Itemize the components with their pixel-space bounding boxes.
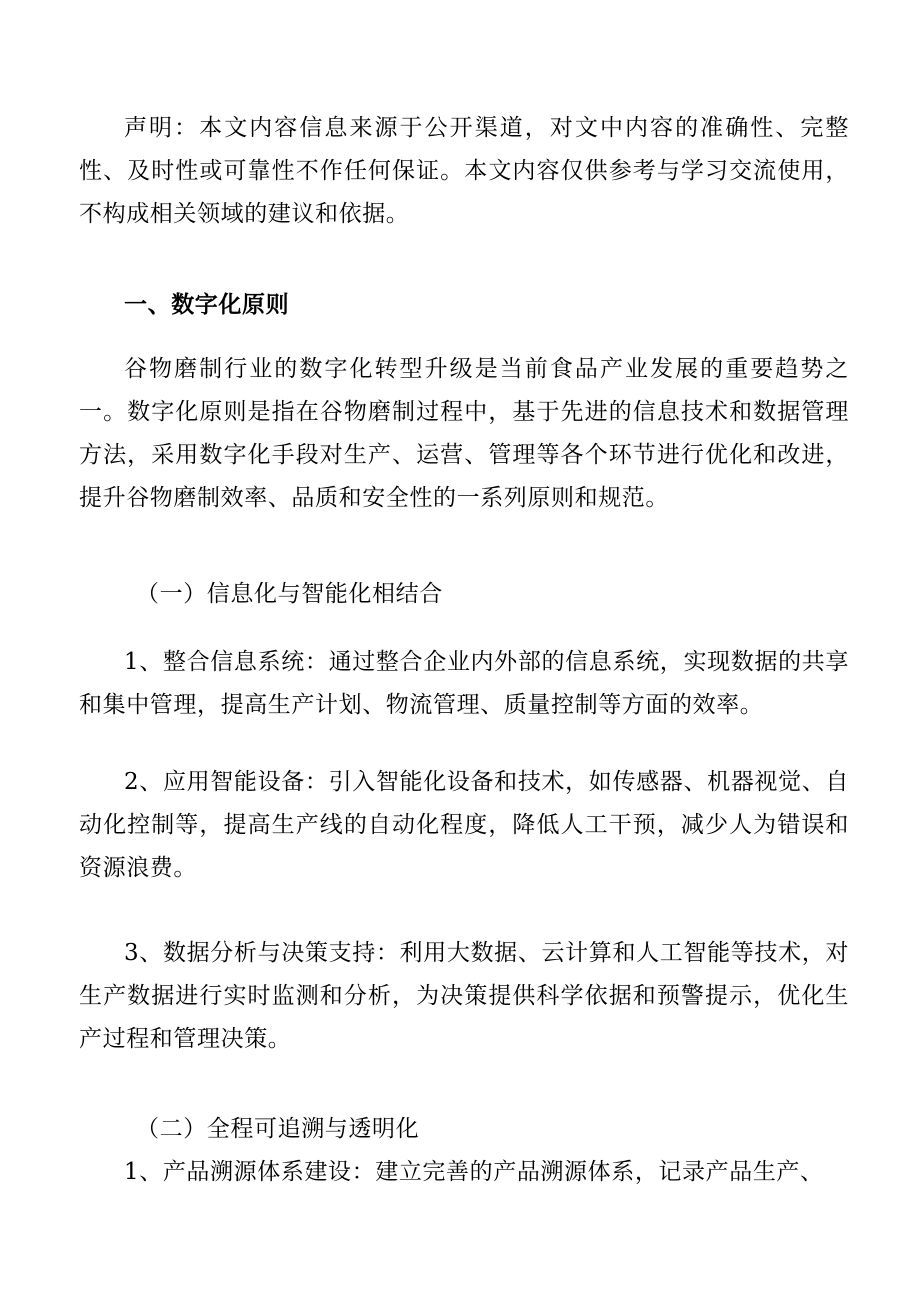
section-heading-digital-principles: 一、数字化原则 [124,292,290,318]
list-item-traceability-system: 1、产品溯源体系建设：建立完善的产品溯源体系，记录产品生产、 [124,1159,824,1185]
list-item-smart-equipment: 2、应用智能设备：引入智能化设备和技术，如传感器、机器视觉、自动化控制等，提高生产线的自动化程度，降低人工干预，减少人为错误和资源浪费。 [79,769,849,881]
disclaimer-paragraph: 声明：本文内容信息来源于公开渠道，对文中内容的准确性、完整性、及时性或可靠性不作任何保证。本文内容仅供参考与学习交流使用，不构成相关领域的建议和依据。 [79,115,849,227]
subsection-heading-traceability: （二）全程可追溯与透明化 [136,1116,420,1142]
list-item-integrate-info-systems: 1、整合信息系统：通过整合企业内外部的信息系统，实现数据的共享和集中管理，提高生产计划、物流管理、质量控制等方面的效率。 [79,649,849,718]
subsection-heading-informatization: （一）信息化与智能化相结合 [136,581,443,607]
list-item-data-analysis: 3、数据分析与决策支持：利用大数据、云计算和人工智能等技术，对生产数据进行实时监测和分析，为决策提供科学依据和预警提示，优化生产过程和管理决策。 [79,940,849,1052]
section-intro-paragraph: 谷物磨制行业的数字化转型升级是当前食品产业发展的重要趋势之一。数字化原则是指在谷物磨制过程中，基于先进的信息技术和数据管理方法，采用数字化手段对生产、运营、管理等各个环节进行优化和改进，提升谷物磨制效率、品质和安全性的一系列原则和规范。 [79,356,849,511]
